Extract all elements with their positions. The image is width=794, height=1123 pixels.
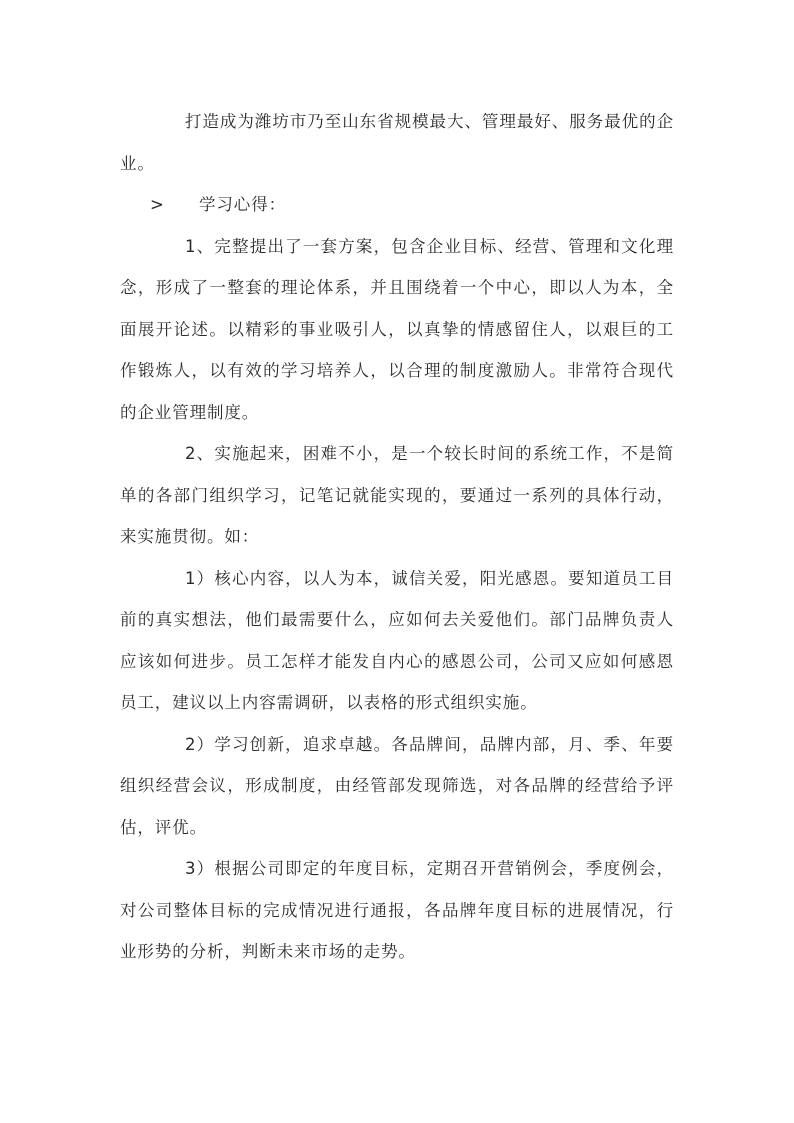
paragraph-item-3: 3）根据公司即定的年度目标，定期召开营销例会，季度例会，对公司整体目标的完成情况进行通报，各品牌年度目标的进展情况，行业形势的分析，判断未来市场的走势。 <box>120 859 674 961</box>
document-body <box>120 101 674 973</box>
paragraph-item-1: 1）核心内容，以人为本，诚信关爱，阳光感恩。要知道员工目前的真实想法，他们最需要什么，应如何去关爱他们。部门品牌负责人应该如何进步。员工怎样才能发自内心的感恩公司，公司又应如何感恩员工，建议以上内容需调研，以表格的形式组织实施。 <box>120 568 674 712</box>
section-heading-text: 学习心得： <box>199 195 286 214</box>
paragraph-2: 2、实施起来，困难不小，是一个较长时间的系统工作，不是简单的各部门组织学习，记笔记就能实现的，要通过一系列的具体行动，来实施贯彻。如： <box>120 444 674 546</box>
section-heading <box>120 184 674 226</box>
paragraph-1: 1、完整提出了一套方案，包含企业目标、经营、管理和文化理念，形成了一整套的理论体系，并且围绕着一个中心，即以人为本，全面展开论述。以精彩的事业吸引人，以真挚的情感留住人，以艰巨的工作锻炼人，以有效的学习培养人，以合理的制度激励人。非常符合现代的企业管理制度。 <box>120 236 674 422</box>
paragraph-item-2: 2）学习创新，追求卓越。各品牌间，品牌内部，月、季、年要组织经营会议，形成制度，由经管部发现筛选，对各品牌的经营给予评估，评优。 <box>120 734 674 837</box>
bullet-arrow-icon: > <box>150 195 165 214</box>
intro-paragraph: 打造成为潍坊市乃至山东省规模最大、管理最好、服务最优的企业。 <box>120 112 674 173</box>
